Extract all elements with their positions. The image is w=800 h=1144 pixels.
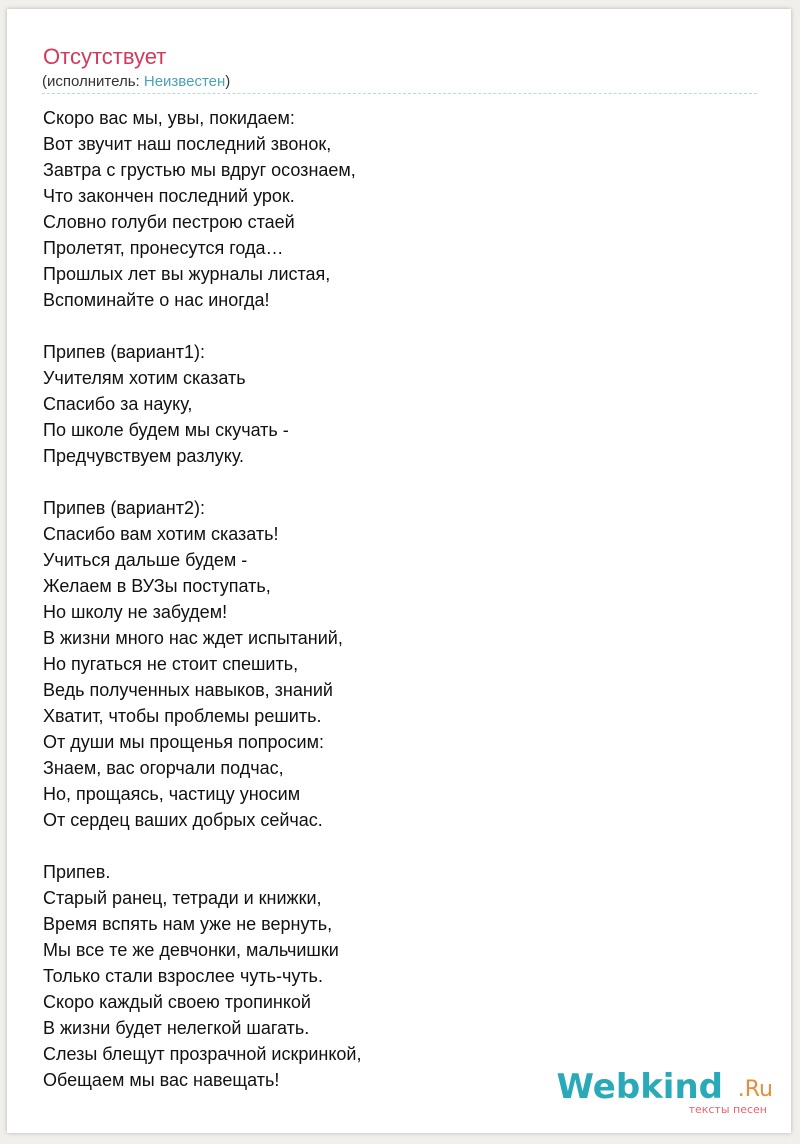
lyric-line: Только стали взрослее чуть-чуть. <box>43 966 323 986</box>
artist-prefix: (исполнитель: <box>42 73 144 90</box>
lyric-line: Хватит, чтобы проблемы решить. <box>43 706 322 726</box>
lyric-line: Желаем в ВУЗы поступать, <box>43 576 271 596</box>
lyric-line: Мы все те же девчонки, мальчишки <box>43 940 339 960</box>
lyric-line: Вспоминайте о нас иногда! <box>43 290 270 310</box>
lyric-line: Но пугаться не стоит спешить, <box>43 654 299 674</box>
artist-suffix: ) <box>225 73 231 90</box>
dashed-divider <box>42 93 757 94</box>
lyric-line: Припев. <box>43 862 111 882</box>
lyric-line: В жизни будет нелегкой шагать. <box>43 1018 310 1038</box>
lyric-line: Спасибо за науку, <box>43 394 193 414</box>
lyric-line: Старый ранец, тетради и книжки, <box>43 888 322 908</box>
lyric-line: Учителям хотим сказать <box>43 368 246 388</box>
lyric-line: Прошлых лет вы журналы листая, <box>43 264 331 284</box>
webkind-logo <box>556 1063 773 1123</box>
lyric-line: Завтра с грустью мы вдруг осознаем, <box>43 160 356 180</box>
lyrics-body <box>43 105 763 1093</box>
lyric-line: Спасибо вам хотим сказать! <box>43 524 279 544</box>
lyric-line: Знаем, вас огорчали подчас, <box>43 758 284 778</box>
lyric-line: Ведь полученных навыков, знаний <box>43 680 333 700</box>
lyric-line: Но, прощаясь, частицу уносим <box>43 784 301 804</box>
logo-suffix-text: .Ru <box>737 1077 773 1102</box>
lyric-line: Время вспять нам уже не вернуть, <box>43 914 333 934</box>
lyric-line: Предчувствуем разлуку. <box>43 446 245 466</box>
stanza-gap <box>43 469 763 495</box>
artist-link[interactable]: Неизвестен <box>143 73 226 90</box>
lyrics-sheet <box>7 9 791 1133</box>
lyric-line: Пролетят, пронесутся года… <box>43 238 284 258</box>
lyric-line: Словно голуби пестрою стаей <box>43 212 295 232</box>
lyric-line: Учиться дальше будем - <box>43 550 248 570</box>
lyric-line: Слезы блещут прозрачной искринкой, <box>43 1044 362 1064</box>
lyric-line: Но школу не забудем! <box>43 602 228 622</box>
lyric-line: Обещаем мы вас навещать! <box>43 1070 280 1090</box>
lyric-line: Скоро каждый своею тропинкой <box>43 992 311 1012</box>
lyric-line: Что закончен последний урок. <box>43 186 295 206</box>
lyric-line: От сердец ваших добрых сейчас. <box>43 810 323 830</box>
lyric-line: Вот звучит наш последний звонок, <box>43 134 332 154</box>
lyric-line: Припев (вариант2): <box>43 498 205 518</box>
stanza-gap <box>43 313 763 339</box>
artist-line <box>42 72 230 92</box>
lyric-line: В жизни много нас ждет испытаний, <box>43 628 343 648</box>
lyric-line: Скоро вас мы, увы, покидаем: <box>43 108 295 128</box>
lyric-line: По школе будем мы скучать - <box>43 420 289 440</box>
logo-main-text: Webkind <box>556 1067 723 1107</box>
lyric-line: От души мы прощенья попросим: <box>43 732 324 752</box>
logo-tagline: тексты песен <box>688 1103 767 1116</box>
stanza-gap <box>43 833 763 859</box>
song-title: Отсутствует <box>43 44 167 69</box>
lyric-line: Припев (вариант1): <box>43 342 205 362</box>
